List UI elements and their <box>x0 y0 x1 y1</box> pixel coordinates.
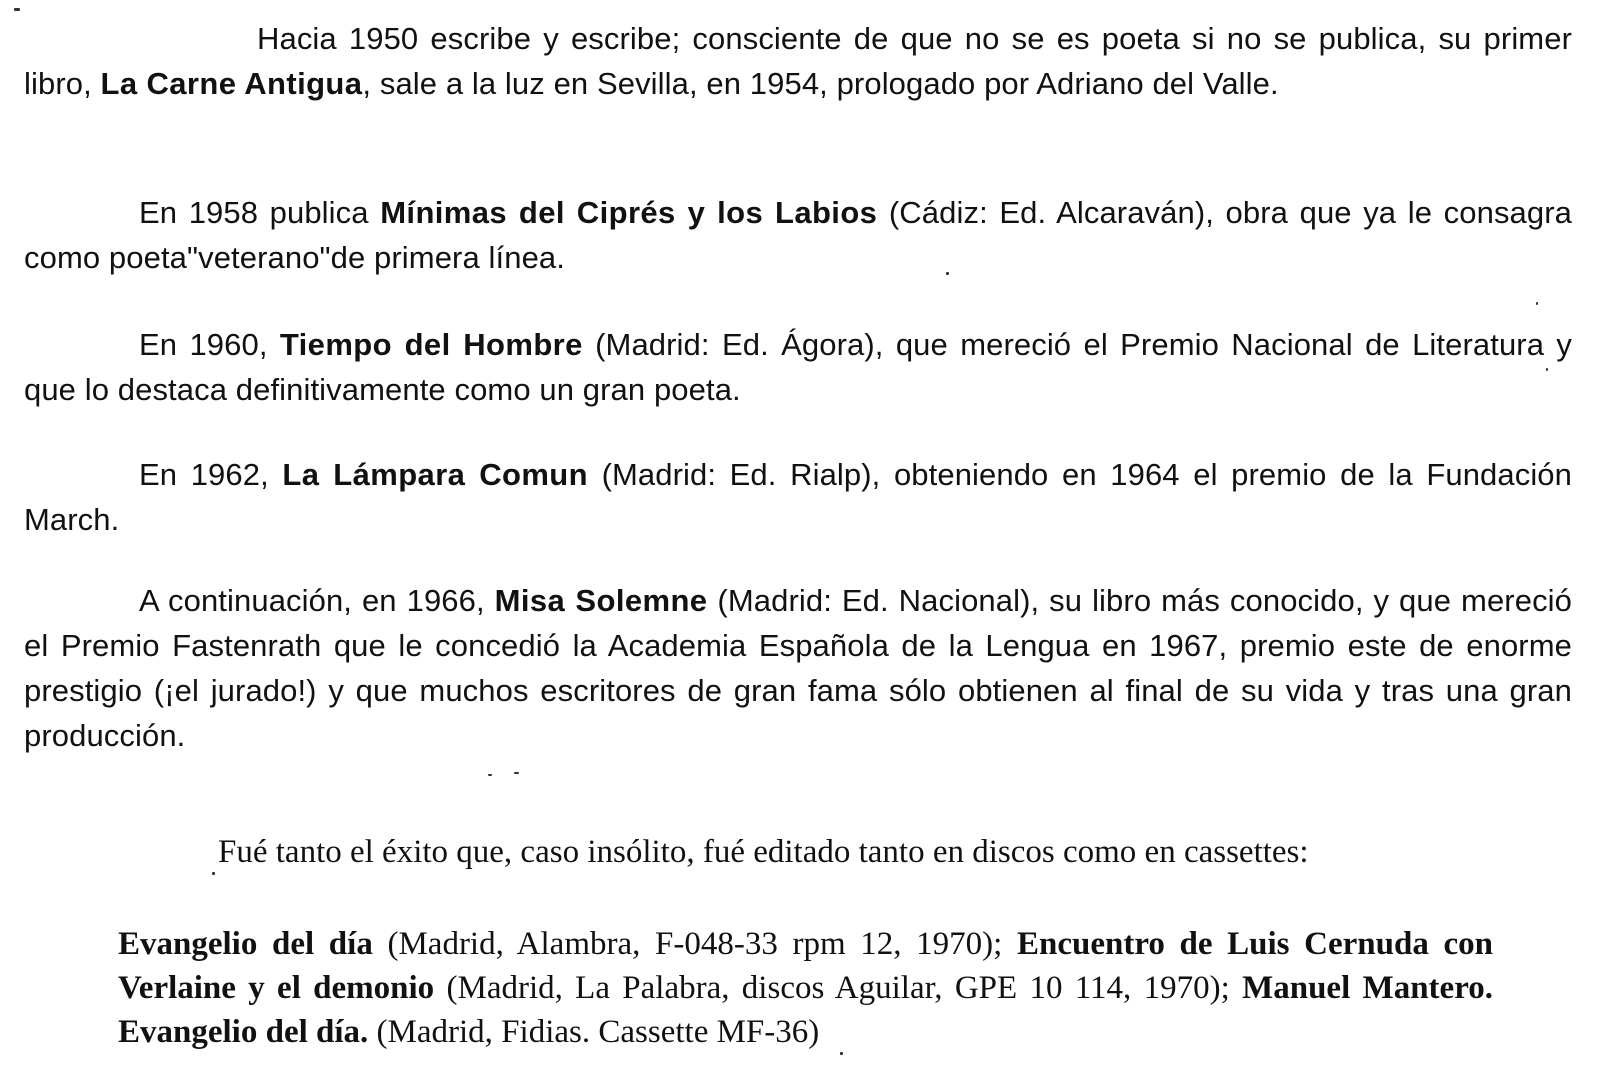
paragraph-text: En 1960, <box>139 327 280 362</box>
paragraph-1966-misa-solemne <box>24 578 1572 758</box>
paragraph-1962-la-lampara-comun <box>24 452 1572 542</box>
recording-details: (Madrid, La Palabra, discos Aguilar, GPE 10 114, 1970); <box>434 970 1243 1006</box>
paragraph-1958-minimas <box>24 190 1572 280</box>
book-title-tiempo-del-hombre: Tiempo del Hombre <box>279 327 583 362</box>
paragraph-text: (Madrid: Ed. Ágora), que mereció el Premio Nacional de Literatura y que lo destaca definitivamente como un gran poeta. <box>24 327 1572 407</box>
recording-details: (Madrid, Alambra, F-048-33 rpm 12, 1970); <box>372 926 1017 962</box>
recordings-intro: Fué tanto el éxito que, caso insólito, fué editado tanto en discos como en cassettes: <box>218 834 1309 870</box>
recording-details: (Madrid, Fidias. Cassette MF-36) <box>368 1014 820 1050</box>
scan-speck <box>14 8 20 11</box>
scan-speck <box>1536 302 1538 305</box>
recording-title-encuentro-cernuda: Encuentro de Luis Cernuda con Verlaine y el demonio <box>118 926 1493 1006</box>
scan-speck <box>514 772 519 774</box>
recording-title-manuel-mantero: Manuel Mantero. Evangelio del día. <box>118 970 1493 1050</box>
paragraph-text: En 1958 publica <box>139 195 381 230</box>
paragraph-text: (Madrid: Ed. Rialp), obteniendo en 1964 el premio de la Fundación March. <box>24 457 1572 537</box>
recording-title-evangelio-del-dia: Evangelio del día <box>118 926 373 962</box>
paragraph-text: , sale a la luz en Sevilla, en 1954, prologado por Adriano del Valle. <box>362 66 1279 101</box>
paragraph-1950-la-carne-antigua <box>24 16 1572 106</box>
scan-speck <box>840 1052 843 1055</box>
paragraph-text: (Cádiz: Ed. Alcaraván), obra que ya le consagra como poeta"veterano"de primera línea. <box>24 195 1572 275</box>
book-title-la-lampara-comun: La Lámpara Comun <box>282 457 588 492</box>
recordings-list <box>118 922 1493 1054</box>
scan-speck <box>212 872 215 875</box>
book-title-misa-solemne: Misa Solemne <box>494 583 708 618</box>
book-title-la-carne-antigua: La Carne Antigua <box>100 66 363 101</box>
paragraph-text: (Madrid: Ed. Nacional), su libro más conocido, y que mereció el Premio Fastenrath que le concedió la Academia Española de la Lengua en 1967, premio este de enorme prestigio (¡el jurado!) y que muchos escritores de gran fama sólo obtienen al final de su vida y tras una gran producción. <box>24 583 1572 753</box>
paragraph-1960-tiempo-del-hombre <box>24 322 1572 412</box>
book-title-minimas-del-cipres: Mínimas del Ciprés y los Labios <box>380 195 878 230</box>
scan-speck <box>1546 368 1548 371</box>
paragraph-text: A continuación, en 1966, <box>139 583 495 618</box>
paragraph-text: En 1962, <box>139 457 283 492</box>
scan-speck <box>488 774 492 776</box>
scan-speck <box>946 272 949 275</box>
paragraph-text: Hacia 1950 escribe y escribe; consciente de que no se es poeta si no se publica, su primer libro, <box>24 21 1572 101</box>
